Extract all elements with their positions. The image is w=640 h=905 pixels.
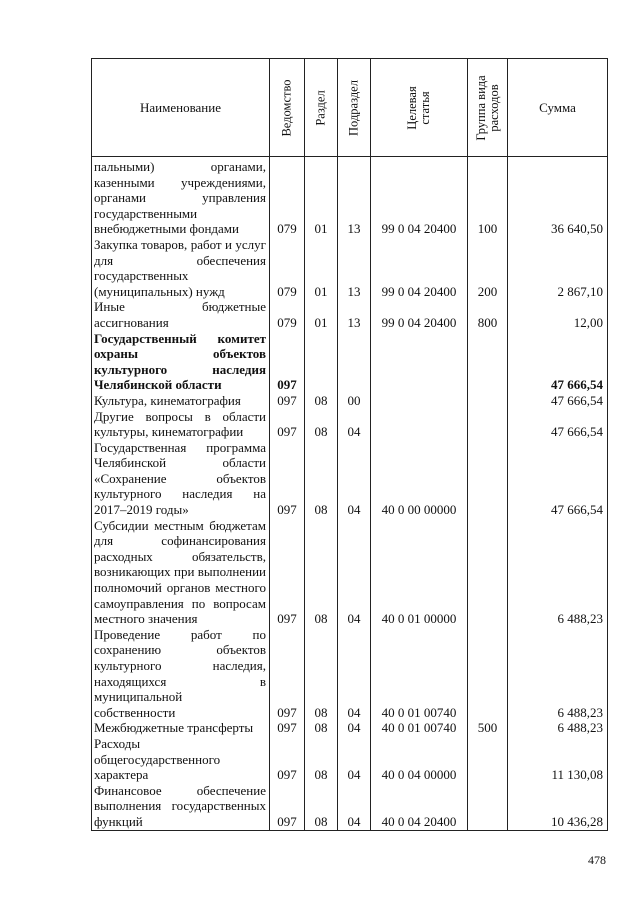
row-gruppa: 200 (468, 237, 508, 299)
row-celevaya (371, 331, 468, 393)
row-vedomstvo: 097 (270, 409, 305, 440)
row-name: Финансовое обеспечение выполнения государственных функций (92, 783, 270, 830)
row-vedomstvo: 097 (270, 518, 305, 627)
row-vedomstvo: 079 (270, 157, 305, 237)
row-summa: 47 666,54 (508, 393, 608, 409)
row-celevaya: 40 0 01 00740 (371, 627, 468, 721)
row-vedomstvo: 097 (270, 331, 305, 393)
table-header-row (92, 59, 608, 157)
row-podrazdel: 13 (338, 157, 371, 237)
row-vedomstvo: 097 (270, 783, 305, 830)
row-summa: 47 666,54 (508, 331, 608, 393)
table-row (92, 299, 608, 330)
row-razdel: 01 (305, 299, 338, 330)
table-row (92, 237, 608, 299)
table-row (92, 720, 608, 736)
row-name: Субсидии местным бюджетам для софинансирования расходных обязательств, возникающих при выполнении полномочий органов местного самоуправления по вопросам местного значения (92, 518, 270, 627)
row-summa: 47 666,54 (508, 409, 608, 440)
row-celevaya (371, 393, 468, 409)
header-razdel-text: Раздел (313, 89, 328, 126)
row-celevaya: 40 0 01 00000 (371, 518, 468, 627)
row-summa: 2 867,10 (508, 237, 608, 299)
row-summa: 6 488,23 (508, 627, 608, 721)
table-row (92, 157, 608, 237)
row-razdel: 08 (305, 393, 338, 409)
row-vedomstvo: 097 (270, 440, 305, 518)
header-celevaya-line1: Целевая (405, 85, 419, 130)
row-razdel: 08 (305, 736, 338, 783)
row-gruppa (468, 393, 508, 409)
row-name: Культура, кинематография (92, 393, 270, 409)
row-name: Закупка товаров, работ и услуг для обеспечения государственных (муниципальных) нужд (92, 237, 270, 299)
row-celevaya: 40 0 01 00740 (371, 720, 468, 736)
row-gruppa (468, 627, 508, 721)
row-gruppa (468, 736, 508, 783)
header-podrazdel-text: Подраздел (346, 79, 361, 136)
row-podrazdel: 13 (338, 299, 371, 330)
header-gruppa-line2: расходов (486, 83, 501, 132)
table-row (92, 627, 608, 721)
row-name: Иные бюджетные ассигнования (92, 299, 270, 330)
header-podrazdel (338, 59, 371, 157)
row-vedomstvo: 079 (270, 299, 305, 330)
header-gruppa-vida (468, 59, 508, 157)
row-podrazdel: 04 (338, 720, 371, 736)
header-vedomstvo (270, 59, 305, 157)
row-gruppa (468, 409, 508, 440)
row-gruppa (468, 331, 508, 393)
table-row (92, 783, 608, 830)
header-razdel (305, 59, 338, 157)
row-name: Расходы общегосударственного характера (92, 736, 270, 783)
page-number: 478 (588, 853, 606, 867)
row-podrazdel: 00 (338, 393, 371, 409)
row-podrazdel: 13 (338, 237, 371, 299)
header-celevaya-text (406, 86, 432, 129)
row-razdel: 08 (305, 518, 338, 627)
row-podrazdel: 04 (338, 627, 371, 721)
row-summa: 12,00 (508, 299, 608, 330)
row-vedomstvo: 097 (270, 736, 305, 783)
row-name: Межбюджетные трансферты (92, 720, 270, 736)
row-razdel: 01 (305, 237, 338, 299)
row-razdel (305, 331, 338, 393)
row-summa: 6 488,23 (508, 518, 608, 627)
row-name: Государственная программа Челябинской области «Сохранение объектов культурного наследия на 2017–2019 годы» (92, 440, 270, 518)
row-podrazdel: 04 (338, 518, 371, 627)
row-celevaya (371, 409, 468, 440)
row-gruppa (468, 783, 508, 830)
row-vedomstvo: 097 (270, 720, 305, 736)
row-celevaya: 40 0 00 00000 (371, 440, 468, 518)
header-vedomstvo-text: Ведомство (279, 78, 294, 137)
row-celevaya: 40 0 04 00000 (371, 736, 468, 783)
row-summa: 11 130,08 (508, 736, 608, 783)
row-gruppa: 100 (468, 157, 508, 237)
header-gruppa-line1: Группа вида (473, 74, 488, 141)
row-name: Государственный комитет охраны объектов культурного наследия Челябинской области (92, 331, 270, 393)
row-summa: 47 666,54 (508, 440, 608, 518)
row-razdel: 08 (305, 783, 338, 830)
row-name: Другие вопросы в области культуры, кинематографии (92, 409, 270, 440)
budget-table (91, 58, 608, 831)
row-gruppa: 800 (468, 299, 508, 330)
header-celevaya-line2: статья (418, 90, 432, 125)
row-vedomstvo: 097 (270, 393, 305, 409)
header-name: Наименование (92, 59, 270, 157)
row-razdel: 08 (305, 409, 338, 440)
row-summa: 6 488,23 (508, 720, 608, 736)
row-razdel: 08 (305, 720, 338, 736)
header-summa: Сумма (508, 59, 608, 157)
row-vedomstvo: 079 (270, 237, 305, 299)
row-gruppa (468, 518, 508, 627)
row-celevaya: 40 0 04 20400 (371, 783, 468, 830)
row-vedomstvo: 097 (270, 627, 305, 721)
row-name: Проведение работ по сохранению объектов культурного наследия, находящихся в муниципальной собственности (92, 627, 270, 721)
row-razdel: 01 (305, 157, 338, 237)
row-razdel: 08 (305, 440, 338, 518)
row-podrazdel: 04 (338, 736, 371, 783)
row-podrazdel: 04 (338, 783, 371, 830)
header-celevaya-statya (371, 59, 468, 157)
table-row-committee (92, 331, 608, 393)
row-razdel: 08 (305, 627, 338, 721)
row-name: пальными) органами, казенными учреждениями, органами управления государственными внебюджетными фондами (92, 157, 270, 237)
row-gruppa (468, 440, 508, 518)
row-celevaya: 99 0 04 20400 (371, 157, 468, 237)
table-row (92, 409, 608, 440)
row-gruppa: 500 (468, 720, 508, 736)
row-summa: 36 640,50 (508, 157, 608, 237)
row-podrazdel: 04 (338, 440, 371, 518)
table-row (92, 393, 608, 409)
row-celevaya: 99 0 04 20400 (371, 299, 468, 330)
row-celevaya: 99 0 04 20400 (371, 237, 468, 299)
row-podrazdel: 04 (338, 409, 371, 440)
table-row (92, 518, 608, 627)
row-summa: 10 436,28 (508, 783, 608, 830)
row-podrazdel (338, 331, 371, 393)
header-gruppa-text (475, 75, 501, 140)
table-row (92, 440, 608, 518)
table-row (92, 736, 608, 783)
